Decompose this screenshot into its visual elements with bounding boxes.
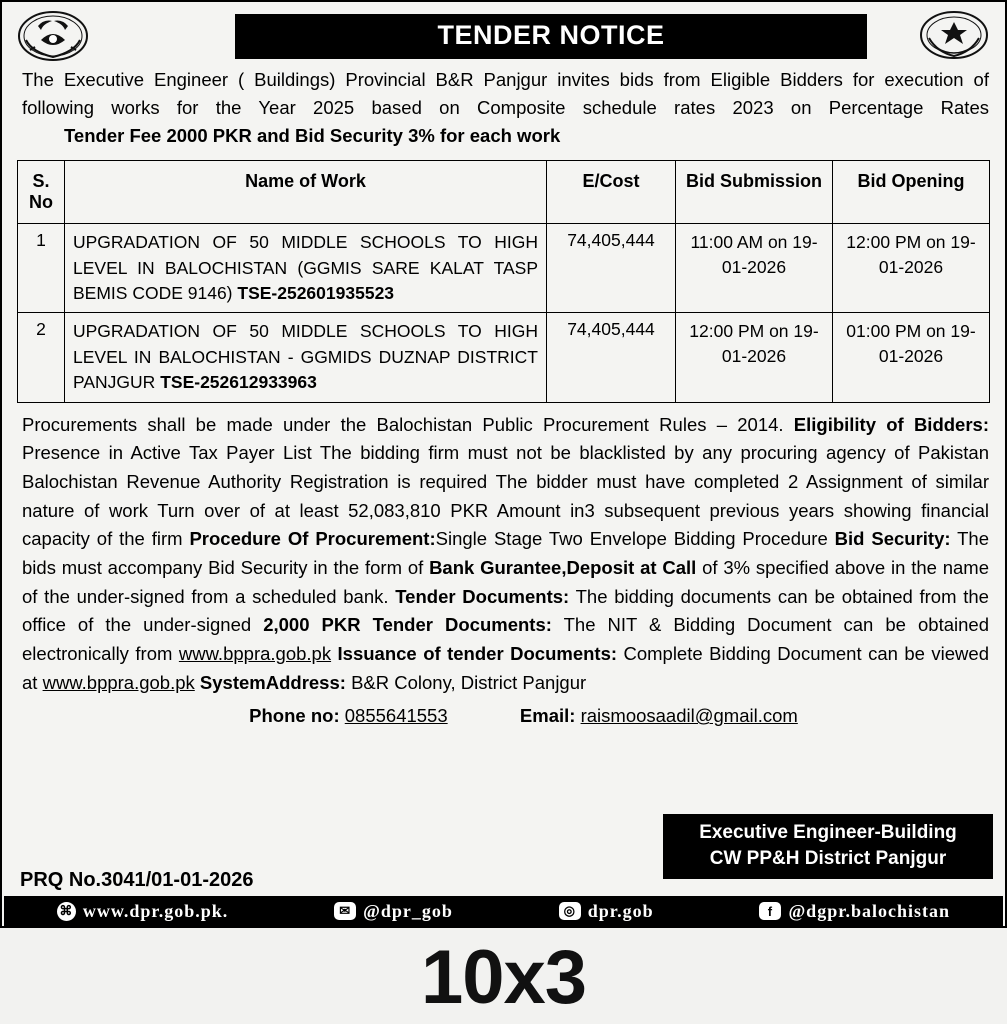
balochistan-govt-emblem-icon [16,10,90,62]
cell-bid-submission: 11:00 AM on 19-01-2026 [676,224,833,313]
eligibility-label: Eligibility of Bidders: [793,413,989,435]
phone-label: Phone no: [249,705,340,727]
column-header-opening: Bid Opening [833,161,990,224]
system-address-text: B&R Colony, District Panjgur [345,671,587,693]
eligibility-text: Presence in Active Tax Payer List The bidding firm must not be blacklisted by any procuring agency of Pakistan Balochistan Revenue Authority Registration is required The bidder must have completed 2 Assignment of similar nature of work Turn over of at least 52,083,810 PKR Amount in3 subsequent previous years showing financial capacity of the firm [22,442,989,550]
terms-paragraph [2,403,1005,698]
tender-fee-note: Tender Fee 2000 PKR and Bid Security 3% for each work [64,125,561,147]
social-item-twitter[interactable] [334,901,453,922]
social-item-website[interactable] [57,901,228,922]
cell-bid-submission: 12:00 PM on 19-01-2026 [676,313,833,402]
tender-documents-label: Tender Documents: [395,585,570,607]
bid-security-text: The bids must accompany Bid Security in the form of [22,528,989,578]
bid-security-label: Bid Security: [834,528,951,550]
table-row [18,313,990,402]
tender-fee-label: 2,000 PKR Tender Documents: [263,614,552,636]
social-label-facebook: @dgpr.balochistan [788,900,951,921]
social-item-instagram[interactable] [559,901,654,922]
cell-estimated-cost: 74,405,444 [547,313,676,402]
signature-block [663,814,993,879]
bppra-link-1[interactable]: www.bppra.gob.pk [178,642,332,664]
work-description: UPGRADATION OF 50 MIDDLE SCHOOLS TO HIGH LEVEL IN BALOCHISTAN - GGMIDS DUZNAP DISTRICT PANJGUR [73,321,538,393]
email-address[interactable]: raismoosaadil@gmail.com [580,705,798,727]
social-label-twitter: @dpr_gob [363,900,453,921]
signature-row [2,814,1005,870]
twitter-icon: ✉ [334,902,356,920]
issuance-text: Complete Bidding Document can be viewed at [22,642,989,693]
cell-name-of-work [65,313,547,402]
electronic-docs-text: The NIT & Bidding Document can be obtained electronically from [22,614,989,664]
table-row [18,224,990,313]
column-header-sno: S. No [18,161,65,224]
cell-sno: 2 [18,313,65,402]
phone-number[interactable]: 0855641553 [344,705,448,727]
bppra-link-2[interactable]: www.bppra.gob.pk [42,671,195,693]
ad-size-label: 10x3 [420,935,587,1020]
bank-guarantee-text: of 3% specified above in the name of the under-signed from a scheduled bank. [22,556,989,607]
work-tender-code: TSE-252612933963 [160,372,317,393]
column-header-cost: E/Cost [547,161,676,224]
intro-paragraph [2,64,1005,150]
works-table [17,160,990,402]
table-header-row [18,161,990,224]
cell-estimated-cost: 74,405,444 [547,224,676,313]
procurement-rules-text: Procurements shall be made under the Balochistan Public Procurement Rules – 2014. [22,413,794,435]
cell-sno: 1 [18,224,65,313]
document-header [2,2,1005,64]
page-title: TENDER NOTICE [235,14,867,59]
procedure-label: Procedure Of Procurement: [189,528,436,550]
work-description: UPGRADATION OF 50 MIDDLE SCHOOLS TO HIGH LEVEL IN BALOCHISTAN (GGMIS SARE KALAT TASP BEMIS CODE 9146) [73,232,538,304]
work-tender-code: TSE-252601935523 [237,283,395,304]
facebook-icon: f [759,902,781,920]
signature-line-2: CW PP&H District Panjgur [709,847,947,869]
tender-documents-text: The bidding documents can be obtained from the office of the under-signed [22,585,989,636]
system-address-label: SystemAddress: [194,671,346,693]
signature-line-1: Executive Engineer-Building [699,822,957,843]
social-item-facebook[interactable] [759,901,950,922]
column-header-submission: Bid Submission [676,161,833,224]
cell-name-of-work [65,224,547,313]
intro-text: The Executive Engineer ( Buildings) Provincial B&R Panjgur invites bids from Eligible Bidders for execution of following works for the Year 2025 based on Composite schedule rates 2023 on Percentage Rates [22,69,989,119]
social-label-instagram: dpr.gob [587,900,654,921]
social-bar [4,896,1003,926]
column-header-name: Name of Work [65,161,547,224]
cell-bid-opening: 01:00 PM on 19-01-2026 [833,313,990,402]
bank-guarantee-label: Bank Gurantee,Deposit at Call [429,556,697,578]
prq-number: PRQ No.3041/01-01-2026 [20,869,254,891]
procedure-text: Single Stage Two Envelope Bidding Procedure [435,528,835,550]
social-label-website: www.dpr.gob.pk. [82,900,229,921]
cell-bid-opening: 12:00 PM on 19-01-2026 [833,224,990,313]
department-emblem-icon [917,10,991,62]
globe-icon: ⌘ [57,902,76,921]
issuance-label: Issuance of tender Documents: [331,642,618,664]
instagram-icon: ◎ [559,902,581,920]
contact-line [2,705,1005,727]
email-label: Email: [519,705,576,727]
